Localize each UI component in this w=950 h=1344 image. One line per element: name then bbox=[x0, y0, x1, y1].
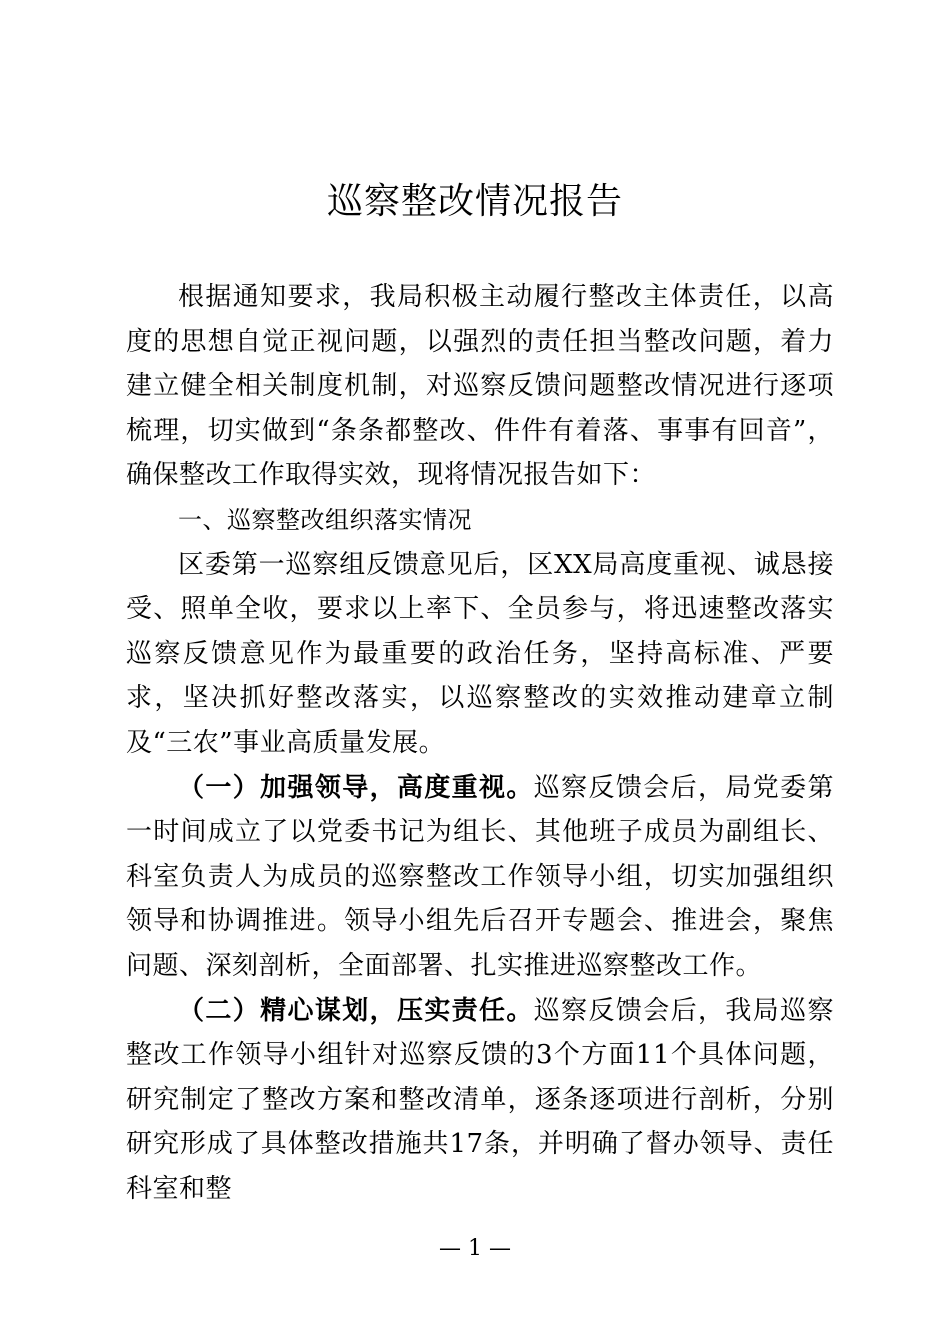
subsection-paragraph-1 bbox=[126, 766, 834, 989]
section-heading-text: 一、巡察整改组织落实情况 bbox=[178, 505, 472, 534]
section-paragraph bbox=[126, 543, 834, 766]
section-heading bbox=[126, 498, 834, 543]
paragraph-text: 区委第一巡察组反馈意见后，区XX局高度重视、诚恳接受、照单全收，要求以上率下、全员参与，将迅速整改落实巡察反馈意见作为最重要的政治任务，坚持高标准、严要求，坚决抓好整改落实，以巡察整改的实效推动建章立制及“三农”事业高质量发展。 bbox=[126, 549, 834, 758]
page-number: — 1 — bbox=[439, 1236, 511, 1261]
paragraph-text: 根据通知要求，我局积极主动履行整改主体责任，以高度的思想自觉正视问题，以强烈的责任担当整改问题，着力建立健全相关制度机制，对巡察反馈问题整改情况进行逐项梳理，切实做到“条条都整改、件件有着落、事事有回音”，确保整改工作取得实效，现将情况报告如下： bbox=[126, 282, 834, 491]
paragraph-text: 巡察反馈会后，我局巡察整改工作领导小组针对巡察反馈的3个方面11个具体问题，研究制定了整改方案和整改清单，逐条逐项进行剖析，分别研究形成了具体整改措施共17条，并明确了督办领导、责任科室和整 bbox=[126, 995, 834, 1204]
subsection-lead: （二）精心谋划，压实责任。 bbox=[178, 995, 534, 1026]
document-body bbox=[126, 275, 834, 1211]
document-title: 巡察整改情况报告 bbox=[326, 181, 623, 222]
subsection-paragraph-2 bbox=[126, 989, 834, 1212]
intro-paragraph bbox=[126, 275, 834, 498]
paragraph-text: 巡察反馈会后，局党委第一时间成立了以党委书记为组长、其他班子成员为副组长、科室负责人为成员的巡察整改工作领导小组，切实加强组织领导和协调推进。领导小组先后召开专题会、推进会，聚焦问题、深刻剖析，全面部署、扎实推进巡察整改工作。 bbox=[126, 772, 834, 981]
subsection-lead: （一）加强领导，高度重视。 bbox=[178, 772, 534, 803]
